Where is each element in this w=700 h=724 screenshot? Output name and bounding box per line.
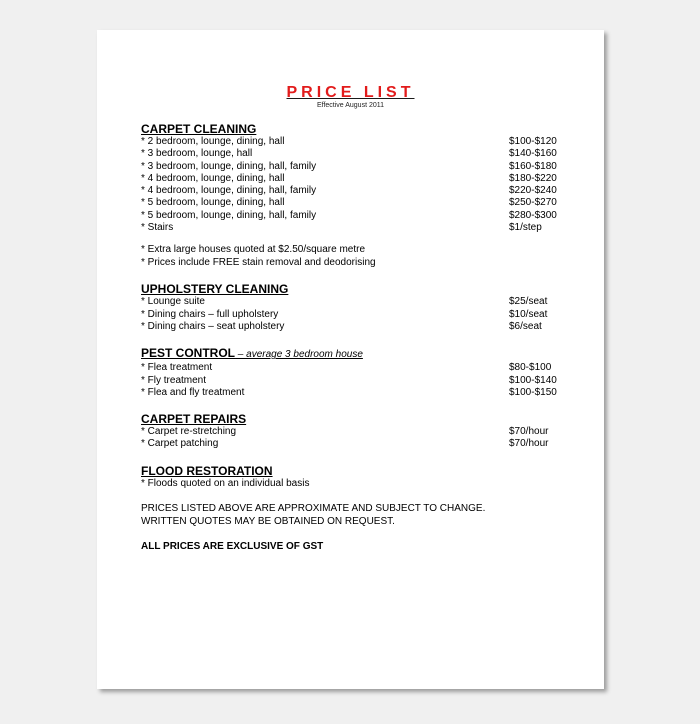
section-heading-carpet-cleaning: CARPET CLEANING [141,122,257,136]
disclaimer-line: WRITTEN QUOTES MAY BE OBTAINED ON REQUEST. [141,515,395,527]
pest-control-heading: PEST CONTROL [141,346,236,361]
section-heading-flood-restoration: FLOOD RESTORATION [141,463,273,478]
list-item [141,362,561,374]
list-item [141,438,561,450]
section-heading-upholstery-cleaning: UPHOLSTERY CLEANING [141,282,289,297]
item-label: * Flea treatment [141,362,213,374]
list-item [141,136,561,148]
item-price: $1/step [509,222,542,234]
list-item [141,309,561,321]
list-item [141,222,561,234]
carpet-cleaning-list [141,136,561,234]
item-price: $6/seat [509,320,542,332]
price-list-content [141,122,561,554]
section-heading-carpet-repairs: CARPET REPAIRS [141,412,247,427]
item-price: $100-$120 [509,136,557,147]
list-item [141,296,561,308]
item-label: * Fly treatment [141,374,207,386]
flood-note: * Floods quoted on an individual basis [141,477,310,489]
disclaimer-line: PRICES LISTED ABOVE ARE APPROXIMATE AND SUBJECT TO CHANGE. [141,503,486,515]
item-label: * Lounge suite [141,296,205,308]
item-label: * Flea and fly treatment [141,386,245,398]
list-item [141,161,561,173]
note-stain-removal: * Prices include FREE stain removal and deodorising [141,256,376,268]
item-price: $220-$240 [509,185,557,197]
list-item [141,387,561,399]
item-price: $25/seat [509,296,548,308]
item-price: $160-$180 [509,160,557,172]
list-item [141,185,561,197]
item-price: $100-$150 [509,386,557,398]
item-label: * Carpet patching [141,438,219,450]
list-item [141,210,561,222]
item-price: $180-$220 [509,172,557,184]
gst-note: ALL PRICES ARE EXCLUSIVE OF GST [141,541,324,553]
item-label: * 3 bedroom, lounge, dining, hall, family [141,160,317,172]
item-label: * 2 bedroom, lounge, dining, hall [141,136,285,147]
item-label: * Stairs [141,222,174,234]
item-price: $70/hour [509,426,549,438]
item-label: * 3 bedroom, lounge, hall [141,148,253,160]
item-price: $140-$160 [509,148,557,160]
list-item [141,148,561,160]
item-label: * Dining chairs – full upholstery [141,308,279,320]
item-price: $10/seat [509,308,548,320]
list-item [141,321,561,333]
item-label: * 5 bedroom, lounge, dining, hall [141,197,285,209]
item-label: * 4 bedroom, lounge, dining, hall, family [141,185,317,197]
pest-control-note: – average 3 bedroom house [235,349,363,361]
item-price: $70/hour [509,438,549,450]
list-item [141,197,561,209]
page-title: PRICE LIST [286,84,415,101]
document-page [97,30,604,689]
list-item [141,375,561,387]
item-price: $100-$140 [509,374,557,386]
item-label: * 4 bedroom, lounge, dining, hall [141,172,285,184]
item-price: $250-$270 [509,197,557,209]
item-price: $280-$300 [509,209,557,221]
item-label: * Dining chairs – seat upholstery [141,320,285,332]
item-price: $80-$100 [509,362,552,374]
item-label: * 5 bedroom, lounge, dining, hall, family [141,209,317,221]
section-heading-pest-control [141,346,561,362]
item-label: * Carpet re-stretching [141,426,237,438]
note-extra-large: * Extra large houses quoted at $2.50/square metre [141,244,366,256]
effective-date: Effective August 2011 [316,102,385,109]
list-item [141,426,561,438]
list-item [141,173,561,185]
